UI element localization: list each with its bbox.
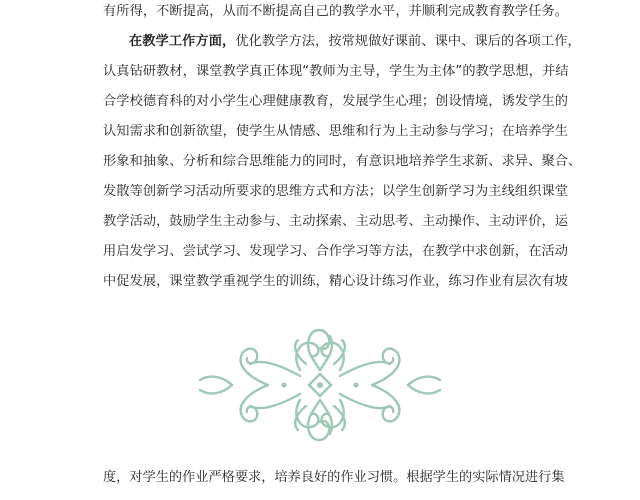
text-line-7: 发散等创新学习活动所要求的思维方式和方法；以学生创新学习为主线组织课堂 (103, 184, 569, 199)
text-line-1: 有所得，不断提高，从而不断提高自己的教学水平，并顺利完成教育教学任务。 (103, 4, 569, 19)
text-line-4: 合学校德育科的对小学生心理健康教育，发展学生心理；创设情境，诱发学生的 (103, 94, 569, 109)
text-line-10: 中促发展，课堂教学重视学生的训练，精心设计练习作业，练习作业有层次有坡 (103, 274, 569, 289)
paragraph-heading: 在教学工作方面， (129, 34, 236, 49)
text-line-3: 认真钻研教材，课堂教学真正体现“教师为主导，学生为主体”的教学思想，并结 (103, 64, 569, 79)
paragraph-first-line-text: 优化教学方法，按常规做好课前、课中、课后的各项工作， (235, 34, 581, 49)
text-line-5: 认知需求和创新欲望，使学生从情感、思维和行为上主动参与学习；在培养学生 (103, 124, 569, 139)
next-page-text-line: 度，对学生的作业严格要求，培养良好的作业习惯。根据学生的实际情况进行集 (103, 470, 565, 485)
text-line-6: 形象和抽象、分析和综合思维能力的同时，有意识地培养学生求新、求异、聚合、 (103, 154, 582, 169)
paragraph-start-line (129, 32, 581, 52)
text-line-8: 教学活动，鼓励学生主动参与、主动探索、主动思考、主动操作、主动评价，运 (103, 214, 569, 229)
scroll-ornament-divider-icon (0, 318, 640, 458)
text-line-9: 用启发学习、尝试学习、发现学习、合作学习等方法，在教学中求创新，在活动 (103, 244, 569, 259)
